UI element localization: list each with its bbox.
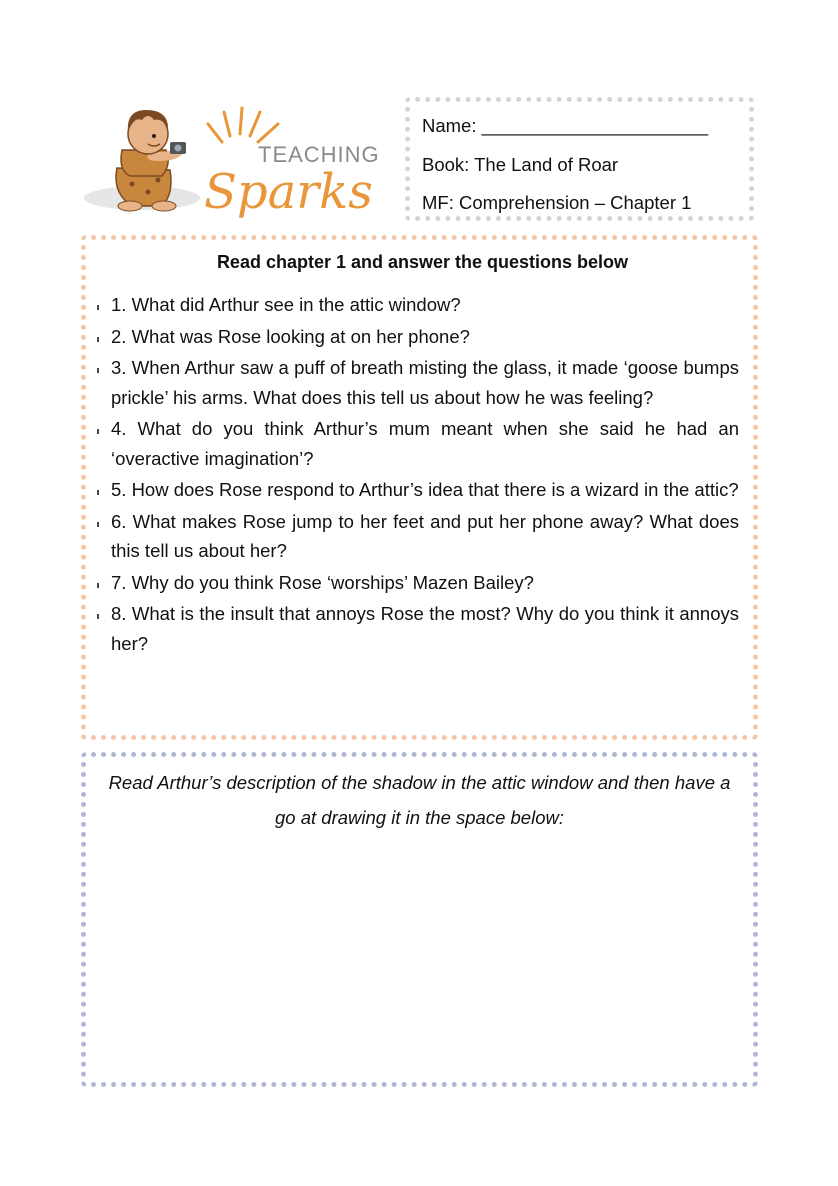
question-item — [106, 599, 739, 658]
drawing-instruction: Read Arthur’s description of the shadow in the attic window and then have a go at drawing it in the space below: — [108, 772, 731, 828]
question-text: 5. How does Rose respond to Arthur’s idea that there is a wizard in the attic? — [111, 479, 739, 500]
question-text: 2. What was Rose looking at on her phone? — [111, 325, 470, 347]
question-text: 8. What is the insult that annoys Rose the most? Why do you think it annoys her? — [111, 603, 739, 654]
list-marker — [97, 614, 99, 619]
question-item — [106, 322, 739, 352]
name-field[interactable]: Name: ______________________ — [422, 115, 708, 136]
list-marker — [97, 305, 99, 310]
questions-list — [106, 290, 739, 658]
list-marker — [97, 429, 99, 434]
question-item — [106, 475, 739, 505]
teaching-sparks-logo — [82, 98, 394, 220]
list-marker — [97, 337, 99, 342]
question-text: 6. What makes Rose jump to her feet and put her phone away? What does this tell us about her? — [111, 510, 739, 561]
question-text: 3. When Arthur saw a puff of breath misting the glass, it made ‘goose bumps prickle’ his arms. What does this tell us about how he was feeling? — [111, 357, 739, 408]
question-text: 7. Why do you think Rose ‘worships’ Mazen Bailey? — [111, 571, 534, 593]
question-item — [106, 353, 739, 412]
list-marker — [97, 490, 99, 495]
questions-heading: Read chapter 1 and answer the questions below — [216, 252, 629, 272]
mf-chapter-line: MF: Comprehension – Chapter 1 — [422, 192, 692, 213]
list-marker — [97, 583, 99, 588]
drawing-area[interactable] — [81, 752, 758, 1087]
question-item — [106, 507, 739, 566]
logo-wordmark-teaching: TEACHING — [258, 142, 380, 167]
list-marker — [97, 368, 99, 373]
student-info-box — [405, 97, 754, 221]
book-title-line: Book: The Land of Roar — [422, 153, 619, 175]
question-text: 1. What did Arthur see in the attic window? — [111, 294, 461, 315]
list-marker — [97, 522, 99, 527]
questions-box — [81, 235, 758, 740]
question-item — [106, 290, 739, 320]
sun-rays-icon — [208, 108, 278, 142]
question-item — [106, 414, 739, 473]
logo-wordmark-sparks: Sparks — [204, 164, 373, 220]
question-item — [106, 568, 739, 598]
question-text: 4. What do you think Arthur’s mum meant when she said he had an ‘overactive imagination’? — [111, 418, 739, 469]
